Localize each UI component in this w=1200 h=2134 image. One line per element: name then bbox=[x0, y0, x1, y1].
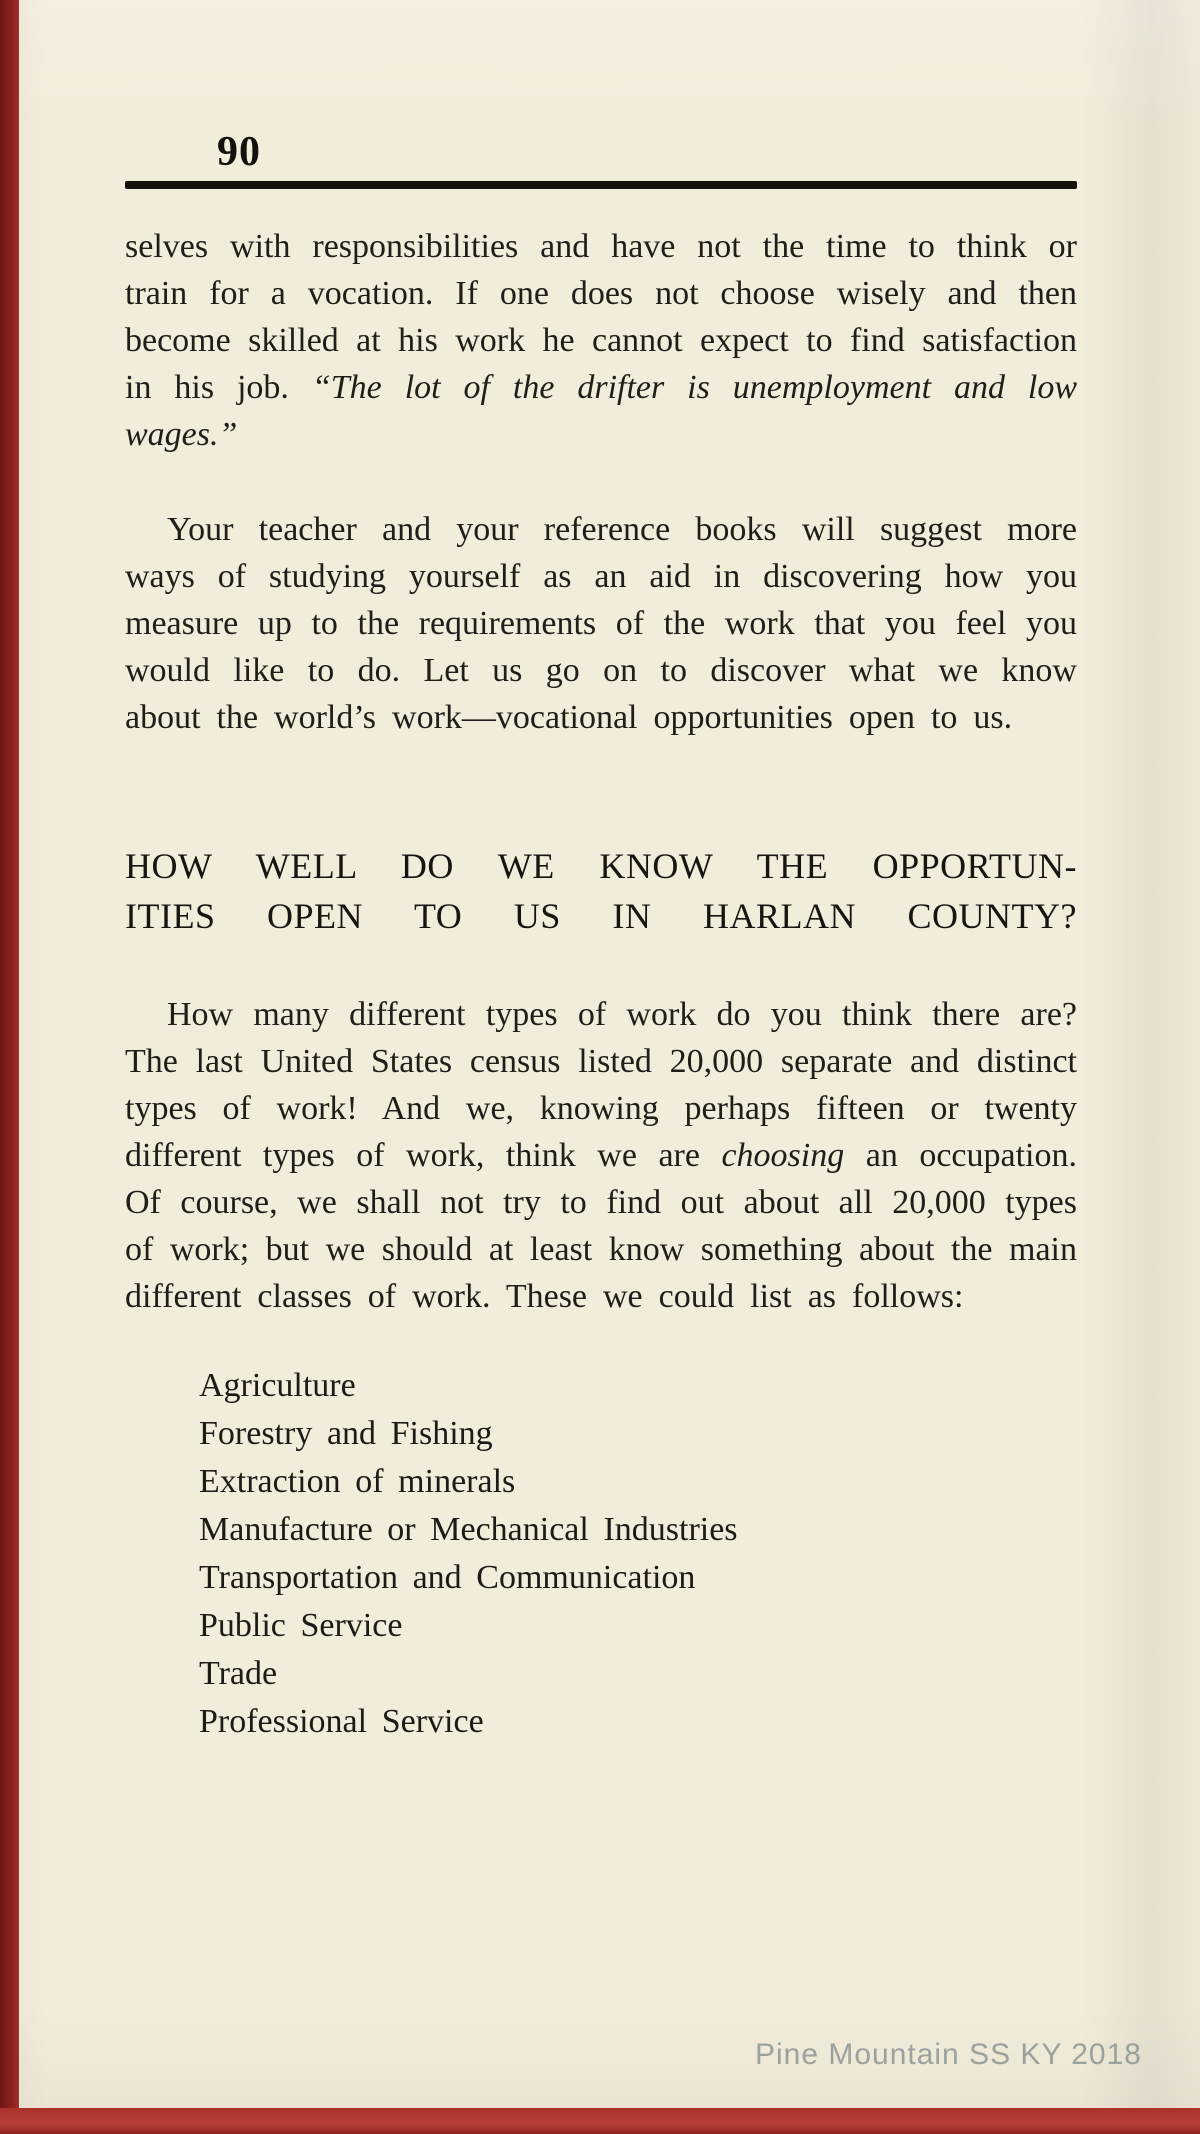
work-classes-list bbox=[199, 1362, 1077, 1746]
list-item: Trade bbox=[199, 1655, 278, 1692]
book-cover-left-edge bbox=[0, 0, 19, 2134]
paragraph-census-text-after: an occupation. Of course, we shall not try to find out about all 20,000 types of work; but we should at least know something about the main different classes of work. These we could list as follows: bbox=[125, 1137, 1077, 1315]
page-number: 90 bbox=[217, 129, 261, 175]
paragraph-continuation-text: selves with responsibilities and have not the time to think or train for a vocation. If one does not choose wisely and then become skilled at his work he cannot expect to find satisfaction in his job. bbox=[125, 228, 1077, 406]
list-item: Extraction of minerals bbox=[199, 1463, 516, 1500]
paragraph-continuation-quote: “The lot of the drifter is unemployment and low wages.” bbox=[125, 369, 1078, 453]
paragraph-continuation bbox=[125, 223, 1077, 458]
list-item: Public Service bbox=[199, 1607, 403, 1644]
page-content bbox=[125, 0, 1077, 1746]
paragraph-census-text-before: How many different types of work do you think there are? The last United States census listed 20,000 separate and distinct types of work! And we, knowing perhaps fifteen or twenty different types of work, think we are bbox=[125, 996, 1077, 1174]
paragraph-census bbox=[125, 991, 1077, 1320]
archive-watermark: Pine Mountain SS KY 2018 bbox=[754, 2038, 1142, 2071]
section-heading-line-1: HOW WELL DO WE KNOW THE OPPORTUN- bbox=[125, 846, 1077, 886]
section-heading-line-2: ITIES OPEN TO US IN HARLAN COUNTY? bbox=[125, 896, 1077, 936]
list-item: Transportation and Communication bbox=[199, 1559, 696, 1596]
list-item: Agriculture bbox=[199, 1367, 356, 1404]
list-item: Manufacture or Mechanical Industries bbox=[199, 1511, 738, 1548]
list-item: Forestry and Fishing bbox=[199, 1415, 493, 1452]
section-heading bbox=[125, 841, 1077, 941]
header-rule bbox=[125, 181, 1077, 189]
book-cover-bottom-edge bbox=[0, 2108, 1200, 2134]
paragraph-teacher-reference: Your teacher and your reference books will suggest more ways of studying yourself as an aid in discovering how you measure up to the requirements of the work that you feel you would like to do. Let us go on to discover what we know about the world’s work—vocational opportunities open to us. bbox=[125, 511, 1077, 736]
list-item: Professional Service bbox=[199, 1703, 484, 1740]
paragraph-census-italic-word: choosing bbox=[721, 1137, 845, 1174]
